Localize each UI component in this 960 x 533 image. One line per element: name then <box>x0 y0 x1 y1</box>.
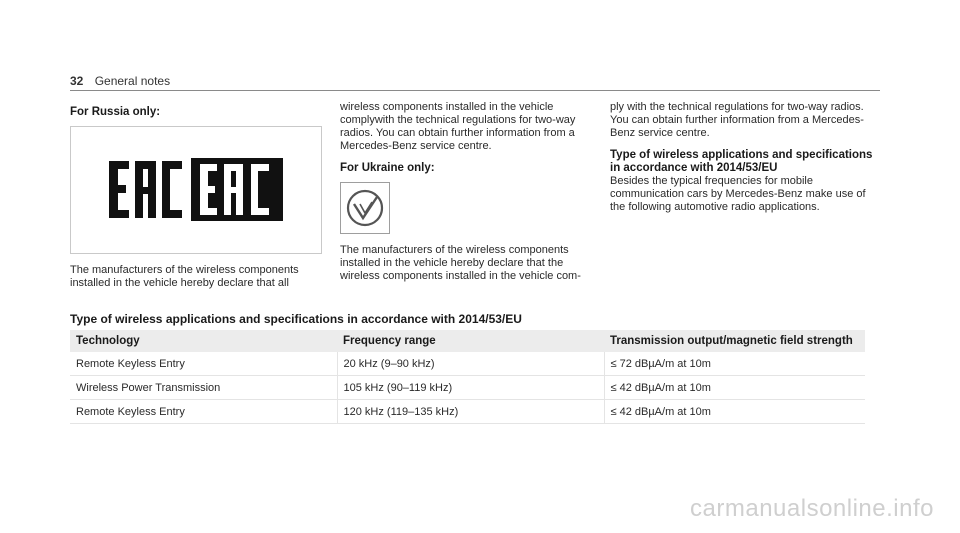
ukraine-body: The manufacturers of the wireless components installed in the vehicle hereby declare that the wireless components installed in the vehicle com- <box>340 244 581 282</box>
column-header-output: Transmission output/magnetic field strength <box>604 330 865 352</box>
table-title: Type of wireless applications and specifications in accordance with 2014/53/EU <box>70 312 522 326</box>
ukraine-heading: For Ukraine only: <box>340 162 435 174</box>
column-ukraine <box>340 101 595 283</box>
russia-body: The manufacturers of the wireless components installed in the vehicle hereby declare that all <box>70 264 299 289</box>
col3-continued-text: ply with the technical regulations for two-way radios. You can obtain further information from a Mercedes-Benz service centre. <box>610 101 864 139</box>
table-row <box>70 400 865 424</box>
page-header <box>70 74 170 88</box>
eac-logo-icon <box>109 158 283 221</box>
cell-frequency: 120 kHz (119–135 kHz) <box>337 400 604 424</box>
eu-body: Besides the typical frequencies for mobile communication cars by Mercedes-Benz make use of the following automotive radio applications. <box>610 175 866 213</box>
col2-continued-text: wireless components installed in the vehicle complywith the technical regulations for two-way radios. You can obtain further information from a Mercedes-Benz service centre. <box>340 101 576 152</box>
cell-technology: Remote Keyless Entry <box>70 352 337 376</box>
header-rule <box>70 90 880 91</box>
eac-mark-box <box>70 126 322 254</box>
ukraine-mark-box <box>340 182 390 234</box>
page-number: 32 <box>70 74 84 88</box>
column-header-frequency: Frequency range <box>337 330 604 352</box>
column-russia <box>70 106 325 290</box>
column-header-technology: Technology <box>70 330 337 352</box>
column-eu <box>610 101 875 214</box>
table-row <box>70 376 865 400</box>
russia-heading: For Russia only: <box>70 106 161 118</box>
cell-frequency: 20 kHz (9–90 kHz) <box>337 352 604 376</box>
ukraine-conformity-icon <box>344 187 386 229</box>
table-header-row <box>70 330 865 352</box>
eu-heading: Type of wireless applications and specifications in accordance with 2014/53/EU <box>610 149 873 174</box>
watermark: carmanualsonline.info <box>690 495 934 522</box>
cell-output: ≤ 42 dBµA/m at 10m <box>604 400 865 424</box>
section-title: General notes <box>94 74 171 88</box>
cell-frequency: 105 kHz (90–119 kHz) <box>337 376 604 400</box>
cell-technology: Wireless Power Transmission <box>70 376 337 400</box>
cell-output: ≤ 72 dBµA/m at 10m <box>604 352 865 376</box>
cell-technology: Remote Keyless Entry <box>70 400 337 424</box>
table-row <box>70 352 865 376</box>
cell-output: ≤ 42 dBµA/m at 10m <box>604 376 865 400</box>
spec-table <box>70 330 865 424</box>
